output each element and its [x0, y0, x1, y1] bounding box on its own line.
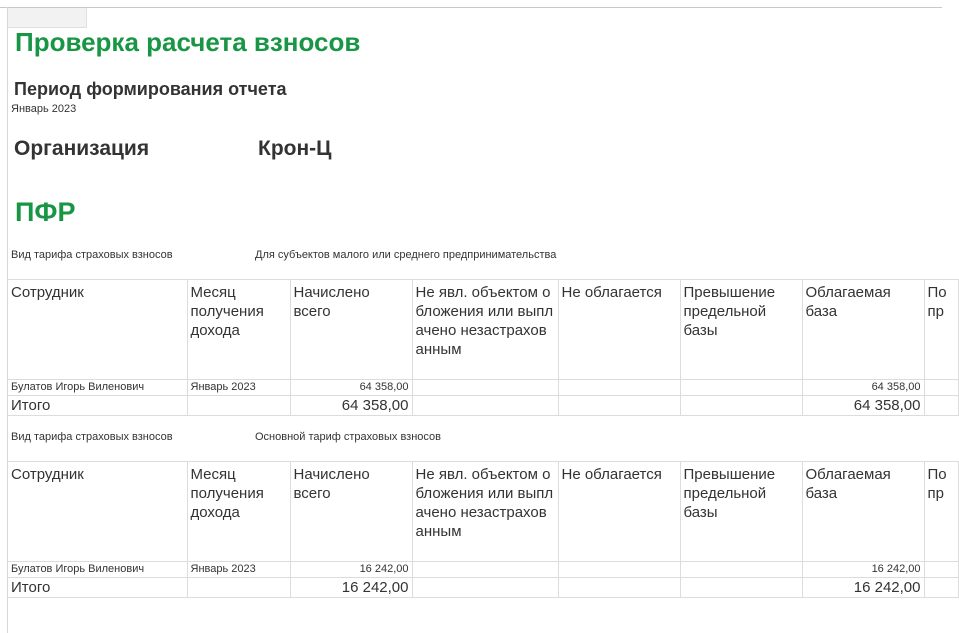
- column-header: Сотрудник: [8, 462, 187, 562]
- period-heading: Период формирования отчета: [14, 79, 287, 99]
- employee-cell[interactable]: Булатов Игорь Виленович: [8, 562, 187, 578]
- total-empty-cell: [412, 396, 558, 416]
- column-header: Не явл. объектом обложения или выплачено незастрахованным: [412, 280, 558, 380]
- taxable-base-cell[interactable]: 64 358,00: [802, 380, 924, 396]
- column-header: Сотрудник: [8, 280, 187, 380]
- column-header: Месяц получения дохода: [187, 462, 290, 562]
- fund-title: ПФР: [15, 197, 76, 227]
- not-object-cell[interactable]: [412, 380, 558, 396]
- total-empty-cell: [558, 578, 680, 598]
- tariff-value: Основной тариф страховых взносов: [255, 431, 442, 443]
- total-row: [8, 396, 958, 416]
- total-accrued: 16 242,00: [290, 578, 412, 598]
- sheet-corner-cell[interactable]: [8, 8, 87, 28]
- extra-cell: [924, 562, 958, 578]
- total-empty-cell: [924, 396, 958, 416]
- month-cell[interactable]: Январь 2023: [187, 562, 290, 578]
- total-taxable-base: 16 242,00: [802, 578, 924, 598]
- not-object-cell[interactable]: [412, 562, 558, 578]
- tariff-value: Для субъектов малого или среднего предпринимательства: [255, 249, 557, 261]
- table-header-row: [8, 280, 958, 380]
- column-header: Не явл. объектом обложения или выплачено незастрахованным: [412, 462, 558, 562]
- organization-label: Организация: [14, 137, 150, 160]
- contributions-table: [8, 461, 959, 598]
- table-row: [8, 380, 958, 396]
- organization-value: Крон-Ц: [258, 137, 332, 160]
- total-empty-cell: [680, 396, 802, 416]
- column-header: Начислено всего: [290, 280, 412, 380]
- column-header: Начислено всего: [290, 462, 412, 562]
- not-taxed-cell[interactable]: [558, 380, 680, 396]
- column-header: Превышение предельной базы: [680, 280, 802, 380]
- column-header: По пр: [924, 462, 958, 562]
- column-header: Облагаемая база: [802, 280, 924, 380]
- month-cell[interactable]: Январь 2023: [187, 380, 290, 396]
- employee-cell[interactable]: Булатов Игорь Виленович: [8, 380, 187, 396]
- not-taxed-cell[interactable]: [558, 562, 680, 578]
- column-header: Не облагается: [558, 280, 680, 380]
- total-empty-cell: [412, 578, 558, 598]
- table-row: [8, 562, 958, 578]
- total-empty-cell: [924, 578, 958, 598]
- accrued-cell[interactable]: 16 242,00: [290, 562, 412, 578]
- column-header: Облагаемая база: [802, 462, 924, 562]
- tariff-label: Вид тарифа страховых взносов: [11, 249, 173, 261]
- report-title: Проверка расчета взносов: [15, 27, 361, 57]
- column-header: Превышение предельной базы: [680, 462, 802, 562]
- total-accrued: 64 358,00: [290, 396, 412, 416]
- taxable-base-cell[interactable]: 16 242,00: [802, 562, 924, 578]
- total-label: Итого: [8, 578, 187, 598]
- total-row: [8, 578, 958, 598]
- table-header-row: [8, 462, 958, 562]
- total-empty-cell: [680, 578, 802, 598]
- tariff-label: Вид тарифа страховых взносов: [11, 431, 173, 443]
- excess-cell[interactable]: [680, 562, 802, 578]
- contributions-table: [8, 279, 959, 416]
- column-header: По пр: [924, 280, 958, 380]
- total-empty-cell: [187, 396, 290, 416]
- total-label: Итого: [8, 396, 187, 416]
- total-empty-cell: [187, 578, 290, 598]
- period-value: Январь 2023: [11, 103, 77, 115]
- extra-cell: [924, 380, 958, 396]
- accrued-cell[interactable]: 64 358,00: [290, 380, 412, 396]
- total-taxable-base: 64 358,00: [802, 396, 924, 416]
- excess-cell[interactable]: [680, 380, 802, 396]
- column-header: Месяц получения дохода: [187, 280, 290, 380]
- total-empty-cell: [558, 396, 680, 416]
- column-header: Не облагается: [558, 462, 680, 562]
- sheet-top-border: [0, 7, 942, 8]
